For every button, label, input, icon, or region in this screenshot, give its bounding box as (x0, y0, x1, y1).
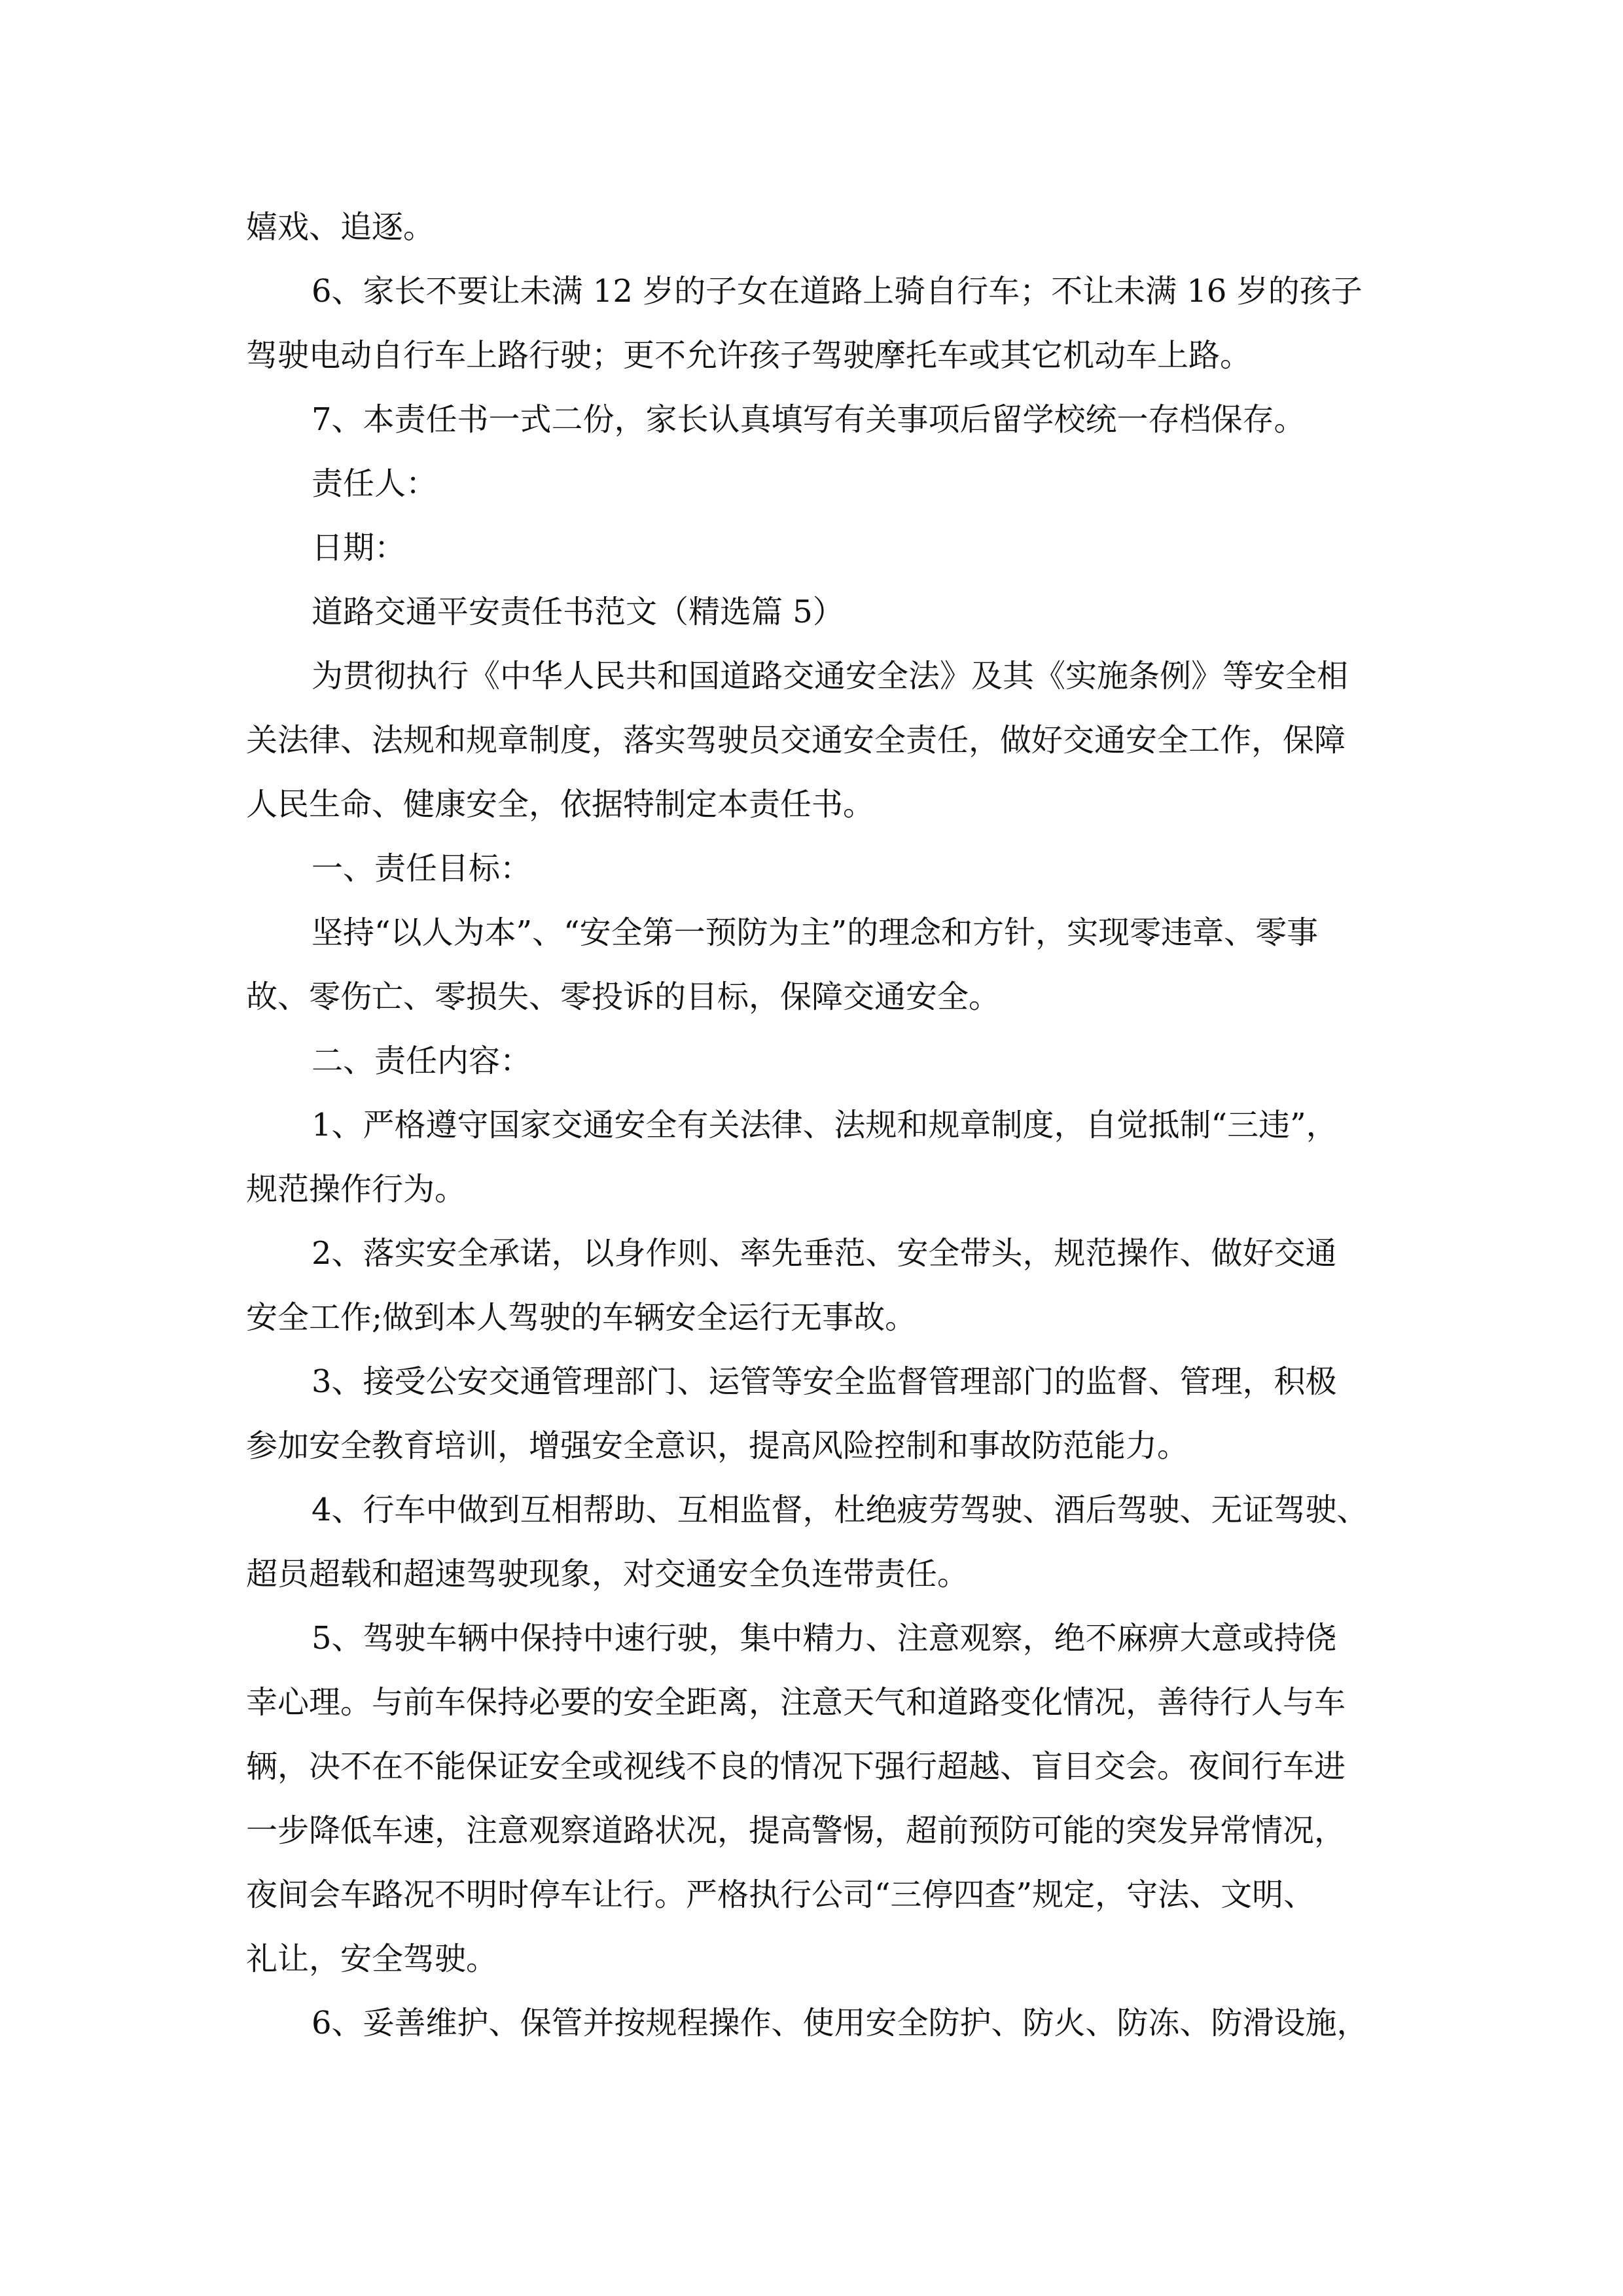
section-heading: 一、责任目标： (312, 850, 532, 887)
text-line: 4、行车中做到互相帮助、互相监督，杜绝疲劳驾驶、酒后驾驶、无证驾驶、 (312, 1492, 1368, 1528)
text-line: 夜间会车路况不明时停车让行。严格执行公司“三停四查”规定，守法、文明、 (246, 1876, 1315, 1913)
text-line: 规范操作行为。 (246, 1171, 467, 1208)
text-line: 人民生命、健康安全，依据特制定本责任书。 (246, 786, 875, 823)
text-line: 幸心理。与前车保持必要的安全距离，注意天气和道路变化情况，善待行人与车 (246, 1684, 1346, 1721)
date-label: 日期： (312, 529, 406, 566)
text-line: 故、零伤亡、零损失、零投诉的目标，保障交通安全。 (246, 978, 1001, 1015)
text-line: 2、落实安全承诺，以身作则、率先垂范、安全带头，规范操作、做好交通 (312, 1235, 1337, 1272)
document-body (246, 195, 1398, 2055)
text-line: 驾驶电动自行车上路行驶；更不允许孩子驾驶摩托车或其它机动车上路。 (246, 337, 1252, 374)
text-line: 6、家长不要让未满 12 岁的子女在道路上骑自行车；不让未满 16 岁的孩子 (312, 273, 1363, 310)
text-line: 7、本责任书一式二份，家长认真填写有关事项后留学校统一存档保存。 (312, 401, 1306, 438)
text-line: 5、驾驶车辆中保持中速行驶，集中精力、注意观察，绝不麻痹大意或持侥 (312, 1620, 1337, 1657)
signature-label: 责任人： (312, 465, 438, 502)
text-line: 坚持“以人为本”、“安全第一预防为主”的理念和方针，实现零违章、零事 (312, 914, 1319, 951)
text-line: 关法律、法规和规章制度，落实驾驶员交通安全责任，做好交通安全工作，保障 (246, 722, 1346, 759)
text-line: 辆，决不在不能保证安全或视线不良的情况下强行超越、盲目交会。夜间行车进 (246, 1748, 1346, 1785)
text-line: 礼让，安全驾驶。 (246, 1941, 498, 1977)
section-heading: 二、责任内容： (312, 1043, 532, 1079)
text-line: 3、接受公安交通管理部门、运管等安全监督管理部门的监督、管理，积极 (312, 1363, 1337, 1400)
text-line: 一步降低车速，注意观察道路状况，提高警惕，超前预防可能的突发异常情况， (246, 1812, 1346, 1849)
text-line: 参加安全教育培训，增强安全意识，提高风险控制和事故防范能力。 (246, 1427, 1189, 1464)
text-line: 1、严格遵守国家交通安全有关法律、法规和规章制度，自觉抵制“三违”， (312, 1107, 1338, 1143)
text-line: 安全工作;做到本人驾驶的车辆安全运行无事故。 (246, 1299, 917, 1336)
text-line: 嬉戏、追逐。 (246, 209, 435, 245)
text-line: 6、妥善维护、保管并按规程操作、使用安全防护、防火、防冻、防滑设施， (312, 2005, 1368, 2041)
section-title: 道路交通平安责任书范文（精选篇 5） (312, 594, 844, 630)
text-line: 为贯彻执行《中华人民共和国道路交通安全法》及其《实施条例》等安全相 (312, 658, 1349, 694)
text-line: 超员超载和超速驾驶现象，对交通安全负连带责任。 (246, 1556, 969, 1592)
